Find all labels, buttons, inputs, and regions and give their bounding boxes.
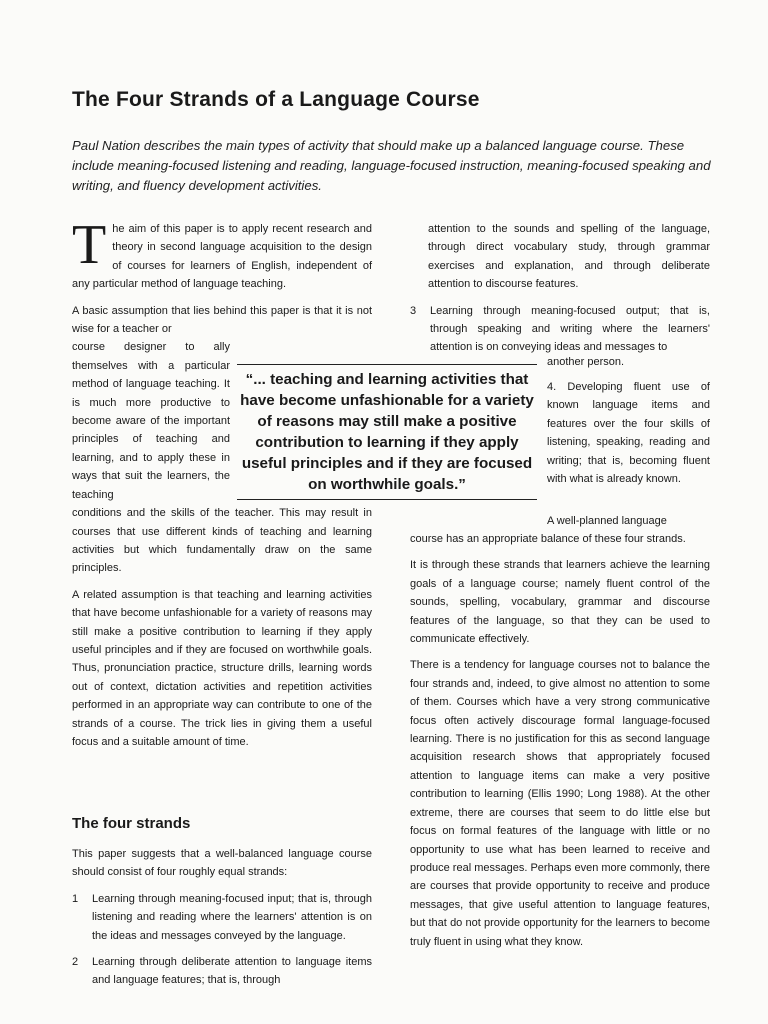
strands-goals-paragraph: It is through these strands that learners achieve the learning goals of a language course; namely fluent control of the sounds, spelling, vocabulary, grammar and discourse features of the language, so that they can be used to communicate effectively.: [410, 559, 710, 646]
article-title: The Four Strands of a Language Course: [72, 88, 480, 111]
pull-quote: [237, 364, 537, 500]
assumption-paragraph-end: conditions and the skills of the teacher. This may result in courses that use different kinds of teaching and learning activities but which fundamentally draw on the same principles.: [72, 507, 372, 575]
article-standfirst: Paul Nation describes the main types of activity that should make up a balanced language course. These include meaning-focused listening and reading, language-focused instruction, meaning-focused speaking and writing, and fluency development activities.: [72, 138, 711, 193]
right-column: [410, 220, 710, 357]
list-item: [72, 890, 372, 945]
pull-quote-text: “... teaching and learning activities that have become unfashionable for a variety of reasons may still make a positive contribution to learning if they apply useful principles and if they are focused on worthwhile goals.”: [240, 371, 534, 493]
tendency-paragraph: There is a tendency for language courses not to balance the four strands and, indeed, to give almost no attention to some of them. Courses which have a very strong communicative focus often actively discourage formal language-focused learning. There is no justification for this as second language acquisition research shows that appropriately focused attention to language items can make a very positive contribution to learning (Ellis 1990; Long 1988). At the other extreme, there are courses that seem to do little else but focus on formal features of the language with little or no opportunity to use what has been learned to receive and produce real messages. Perhaps even more commonly, there are courses that provide opportunity to receive and produce messages, that give useful attention to language features, but that do not provide opportunity for the learners to become truly fluent in using what they know.: [410, 659, 710, 948]
list-item-text: Learning through deliberate attention to language items and language features; that is, through: [92, 956, 372, 987]
list-number: 2: [72, 956, 79, 969]
section-heading: The four strands: [72, 815, 191, 832]
strands-list-continued: [410, 302, 710, 357]
balance-paragraph-start: A well-planned language: [547, 515, 667, 527]
related-assumption-paragraph: A related assumption is that teaching and learning activities that have become unfashionable for a variety of reasons may still make a positive contribution to learning if they apply useful principles and if they are focused on worthwhile goals. Thus, pronunciation practice, structure drills, learning words out of context, dictation activities and repetition activities performed in an appropriate way can contribute to one of the strands of a course. The trick lies in giving them a useful focus and a suitable amount of time.: [72, 588, 372, 748]
strand-3-end: another person.: [547, 356, 625, 368]
intro-text: he aim of this paper is to apply recent research and theory in second language acquisition to the design of courses for learners of English, independent of any particular method of language teaching.: [72, 223, 372, 291]
strand-4-item: 4. Developing fluent use of known language items and features over the four skills of listening, speaking, reading and writing; that is, becoming fluent with what is already known.: [547, 381, 710, 486]
four-strands-section: [72, 845, 372, 990]
drop-cap: T: [72, 214, 107, 276]
assumption-paragraph-wrap: course designer to ally themselves with a particular method of language teaching. It is much more productive to become aware of the important principles of teaching and learning, and to apply these in ways that suit the learners, the teaching: [72, 341, 230, 501]
assumption-paragraph-start: A basic assumption that lies behind this paper is that it is not wise for a teacher or: [72, 304, 372, 336]
list-item: [72, 953, 372, 990]
four-strands-intro: This paper suggests that a well-balanced language course should consist of four roughly equal strands:: [72, 848, 372, 879]
balance-paragraph-end: course has an appropriate balance of these four strands.: [410, 533, 686, 545]
list-item: [410, 302, 710, 357]
strands-list: [72, 890, 372, 990]
list-number: 3: [410, 304, 417, 317]
list-number: 1: [72, 892, 79, 905]
strand-2-continuation: attention to the sounds and spelling of the language, through direct vocabulary study, through grammar exercises and explanation, and through deliberate attention to discourse features.: [428, 223, 710, 291]
right-column-lower: [410, 530, 710, 951]
list-item-text: Learning through meaning-focused input; that is, through listening and reading where the learners' attention is on the ideas and messages conveyed by the language.: [92, 892, 372, 942]
intro-paragraph: [72, 214, 372, 294]
list-item-text: Learning through meaning-focused output; that is, through speaking and writing where the learners' attention is on conveying ideas and messages to: [430, 304, 710, 354]
